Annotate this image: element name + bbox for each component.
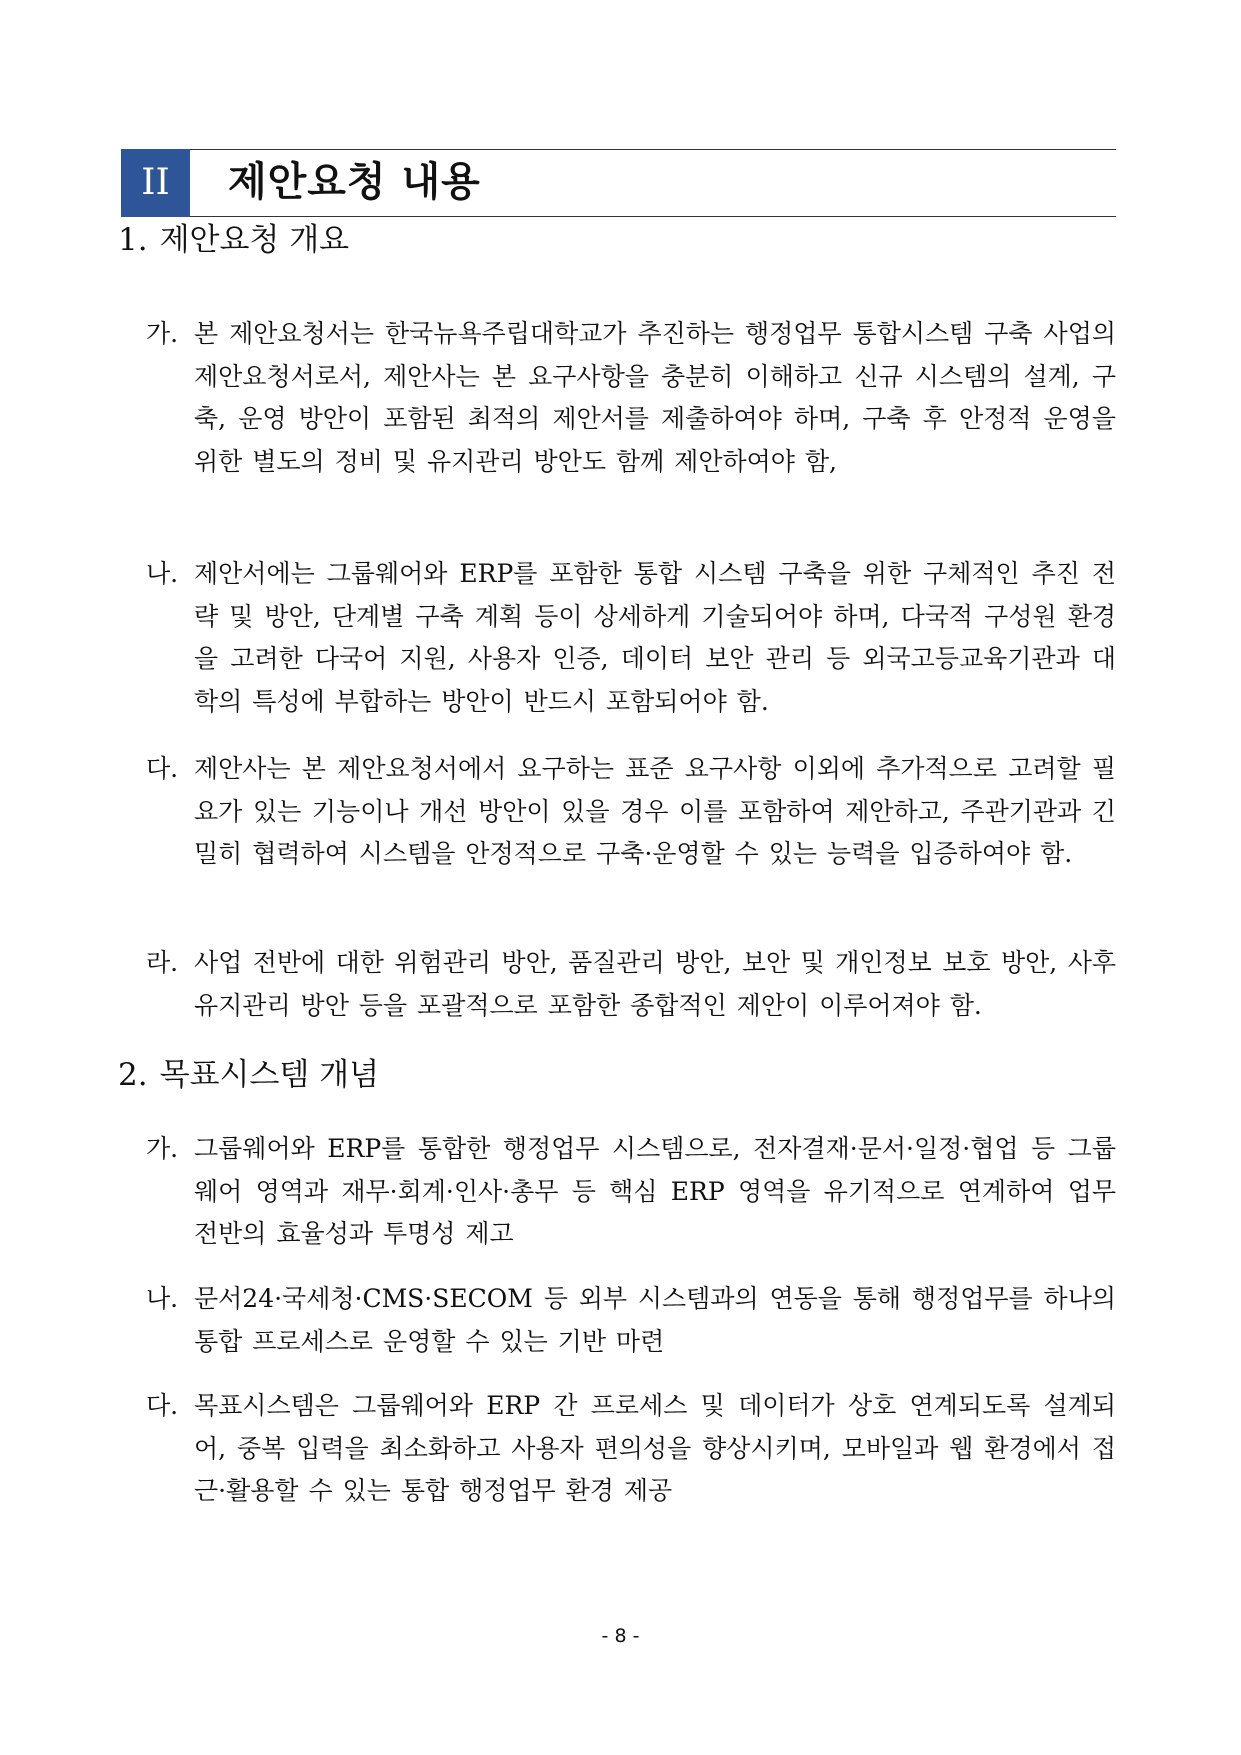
section-heading-1 bbox=[118, 220, 1118, 260]
list-item-text: 그룹웨어와 ERP를 통합한 행정업무 시스템으로, 전자결재·문서·일정·협업 등 그룹웨어 영역과 재무·회계·인사·총무 등 핵심 ERP 영역을 유기적으로 연계하여 업무 전반의 효율성과 투명성 제고 bbox=[194, 1134, 1116, 1248]
section-title bbox=[118, 220, 1118, 260]
section-number: 2. bbox=[118, 1057, 148, 1093]
list-item-text: 제안사는 본 제안요청서에서 요구하는 표준 요구사항 이외에 추가적으로 고려할 필요가 있는 기능이나 개선 방안이 있을 경우 이를 포함하여 제안하고, 주관기관과 긴밀히 협력하여 시스템을 안정적으로 구축·운영할 수 있는 능력을 입증하여야 함. bbox=[194, 754, 1116, 868]
chapter-heading bbox=[121, 149, 1116, 217]
list-item-marker: 나. bbox=[146, 1284, 179, 1313]
section-title-text: 목표시스템 개념 bbox=[159, 1057, 380, 1093]
chapter-title: 제안요청 내용 bbox=[228, 159, 481, 205]
list-item-text: 사업 전반에 대한 위험관리 방안, 품질관리 방안, 보안 및 개인정보 보호 방안, 사후 유지관리 방안 등을 포괄적으로 포함한 종합적인 제안이 이루어져야 함. bbox=[194, 948, 1116, 1020]
list-item-text: 문서24·국세청·CMS·SECOM 등 외부 시스템과의 연동을 통해 행정업무를 하나의 통합 프로세스로 운영할 수 있는 기반 마련 bbox=[194, 1284, 1116, 1356]
section-title-text: 제안요청 개요 bbox=[159, 222, 350, 258]
page-number: - 8 - bbox=[601, 1625, 640, 1647]
section-heading-2 bbox=[118, 1055, 1118, 1095]
list-item-marker: 라. bbox=[146, 948, 179, 977]
list-item bbox=[146, 313, 1116, 483]
list-item-text: 본 제안요청서는 한국뉴욕주립대학교가 추진하는 행정업무 통합시스템 구축 사업의 제안요청서로서, 제안사는 본 요구사항을 충분히 이해하고 신규 시스템의 설계, 구축, 운영 방안이 포함된 최적의 제안서를 제출하여야 하며, 구축 후 안정적 운영을 위한 별도의 정비 및 유지관리 방안도 함께 제안하여야 함, bbox=[194, 319, 1116, 476]
list-item bbox=[146, 1278, 1116, 1363]
section-number: 1. bbox=[118, 222, 148, 258]
section-title bbox=[118, 1055, 1118, 1095]
list-item bbox=[146, 748, 1116, 876]
list-item-text: 목표시스템은 그룹웨어와 ERP 간 프로세스 및 데이터가 상호 연계되도록 설계되어, 중복 입력을 최소화하고 사용자 편의성을 향상시키며, 모바일과 웹 환경에서 접근·활용할 수 있는 통합 행정업무 환경 제공 bbox=[194, 1391, 1116, 1505]
list-item bbox=[146, 1385, 1116, 1513]
chapter-number-badge: II bbox=[121, 149, 190, 217]
list-item-marker: 다. bbox=[146, 754, 179, 783]
list-item bbox=[146, 942, 1116, 1027]
list-item-marker: 나. bbox=[146, 559, 179, 588]
list-item-marker: 가. bbox=[146, 319, 179, 348]
list-item-text: 제안서에는 그룹웨어와 ERP를 포함한 통합 시스템 구축을 위한 구체적인 추진 전략 및 방안, 단계별 구축 계획 등이 상세하게 기술되어야 하며, 다국적 구성원 환경을 고려한 다국어 지원, 사용자 인증, 데이터 보안 관리 등 외국고등교육기관과 대학의 특성에 부합하는 방안이 반드시 포함되어야 함. bbox=[194, 559, 1116, 716]
list-item-marker: 다. bbox=[146, 1391, 179, 1420]
list-item bbox=[146, 1128, 1116, 1256]
list-item bbox=[146, 553, 1116, 723]
list-item-marker: 가. bbox=[146, 1134, 179, 1163]
